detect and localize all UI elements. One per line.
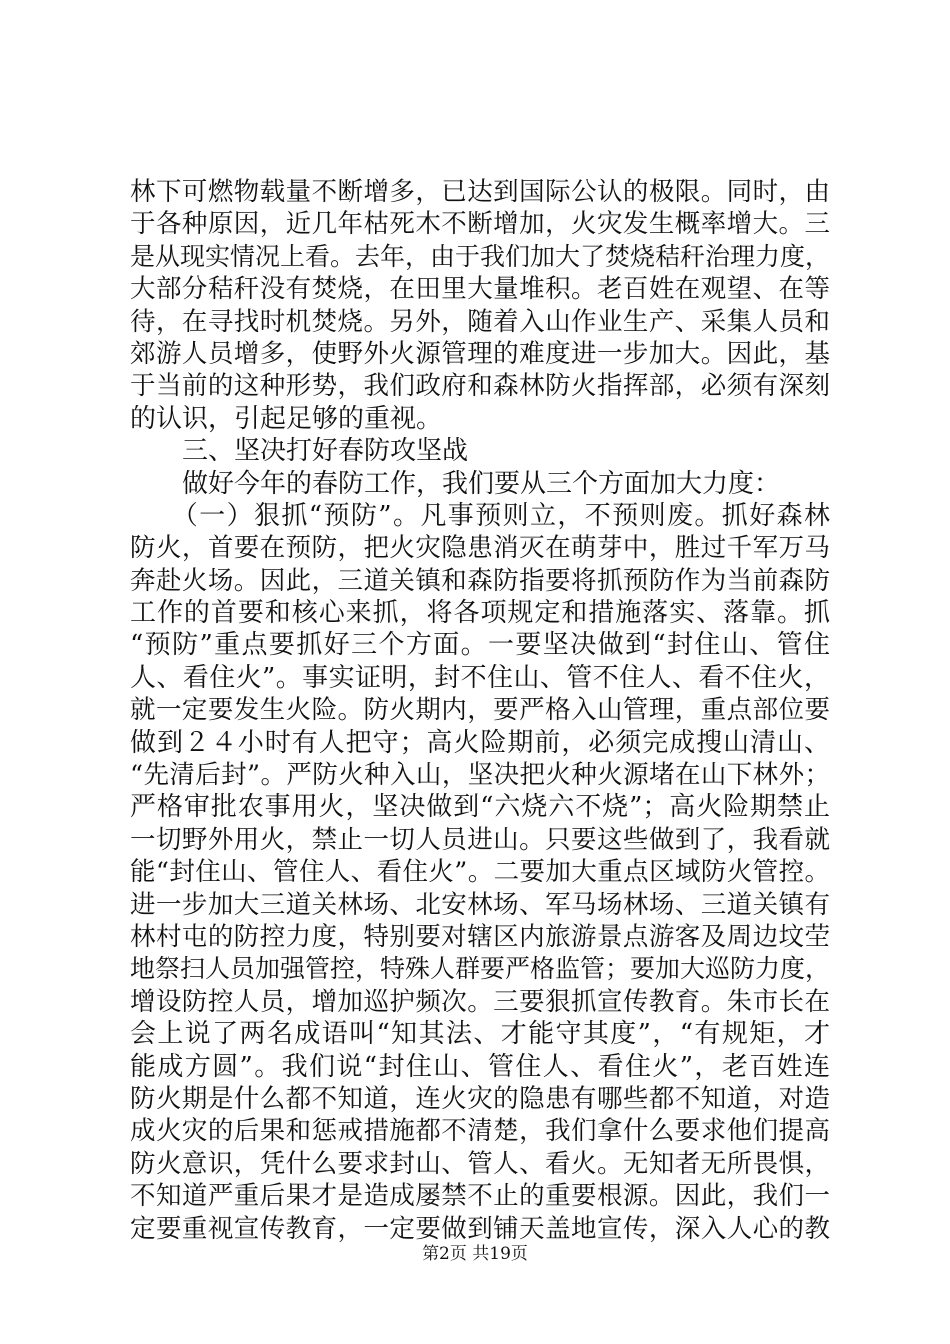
text-line: 防火期是什么都不知道，连火灾的隐患有哪些都不知道，对造	[130, 1083, 830, 1114]
text-line: 增设防控人员，增加巡护频次。三要狠抓宣传教育。朱市长在	[130, 986, 830, 1017]
text-line: 防火意识，凭什么要求封山、管人、看火。无知者无所畏惧，	[130, 1148, 830, 1179]
text-line: 地祭扫人员加强管控，特殊人群要严格监管；要加大巡防力度，	[130, 954, 831, 984]
text-line: 待，在寻找时机焚烧。另外，随着入山作业生产、采集人员和	[130, 306, 830, 337]
text-line: 定要重视宣传教育，一定要做到铺天盖地宣传，深入人心的教	[130, 1213, 830, 1244]
text-line: 林村屯的防控力度，特别要对辖区内旅游景点游客及周边坟茔	[130, 921, 830, 952]
text-line: 于各种原因，近几年枯死木不断增加，火灾发生概率增大。三	[130, 209, 830, 240]
text-line: 防火，首要在预防，把火灾隐患消灭在萌芽中，胜过千军万马	[130, 533, 830, 564]
text-line: 就一定要发生火险。防火期内，要严格入山管理，重点部位要	[130, 695, 830, 726]
text-line: 工作的首要和核心来抓，将各项规定和措施落实、落靠。抓	[130, 598, 830, 629]
text-line: 严格审批农事用火，坚决做到“六烧六不烧”；高火险期禁止	[130, 792, 830, 823]
text-line: “预防”重点要抓好三个方面。一要坚决做到“封住山、管住	[130, 630, 830, 661]
body-text	[130, 176, 830, 1245]
text-line: 林下可燃物载量不断增多，已达到国际公认的极限。同时，由	[130, 177, 830, 207]
text-line: 一切野外用火，禁止一切人员进山。只要这些做到了，我看就	[130, 824, 830, 855]
text-line: 郊游人员增多，使野外火源管理的难度进一步加大。因此，基	[130, 338, 830, 369]
text-line: 大部分秸秆没有焚烧，在田里大量堆积。老百姓在观望、在等	[130, 274, 830, 305]
text-line: 奔赴火场。因此，三道关镇和森防指要将抓预防作为当前森防	[130, 565, 830, 596]
text-line: 进一步加大三道关林场、北安林场、军马场林场、三道关镇有	[130, 889, 830, 920]
text-line: 能成方圆”。我们说“封住山、管住人、看住火”，老百姓连	[130, 1051, 830, 1082]
text-line: 人、看住火”。事实证明，封不住山、管不住人、看不住火，	[130, 662, 830, 693]
text-line: （一）狠抓“预防”。凡事预则立，不预则废。抓好森林	[130, 500, 830, 531]
text-line: 会上说了两名成语叫“知其法、才能守其度”，“有规矩，才	[130, 1019, 830, 1050]
text-line: 能“封住山、管住人、看住火”。二要加大重点区域防火管控。	[130, 857, 830, 888]
text-line: 的认识，引起足够的重视。	[130, 403, 443, 434]
text-line: 做好今年的春防工作，我们要从三个方面加大力度：	[130, 468, 781, 499]
page-number-footer: 第2页 共19页	[422, 1244, 528, 1264]
text-line: “先清后封”。严防火种入山，坚决把火种火源堵在山下林外；	[130, 760, 830, 791]
text-line: 成火灾的后果和惩戒措施都不清楚，我们拿什么要求他们提高	[130, 1116, 830, 1147]
text-line: 于当前的这种形势，我们政府和森林防火指挥部，必须有深刻	[130, 371, 830, 402]
text-line: 不知道严重后果才是造成屡禁不止的重要根源。因此，我们一	[130, 1181, 830, 1212]
text-line: 是从现实情况上看。去年，由于我们加大了焚烧秸秆治理力度，	[130, 241, 831, 271]
text-line: 做到２４小时有人把守；高火险期前，必须完成搜山清山、	[130, 727, 830, 758]
text-line: 三、坚决打好春防攻坚战	[130, 436, 469, 467]
